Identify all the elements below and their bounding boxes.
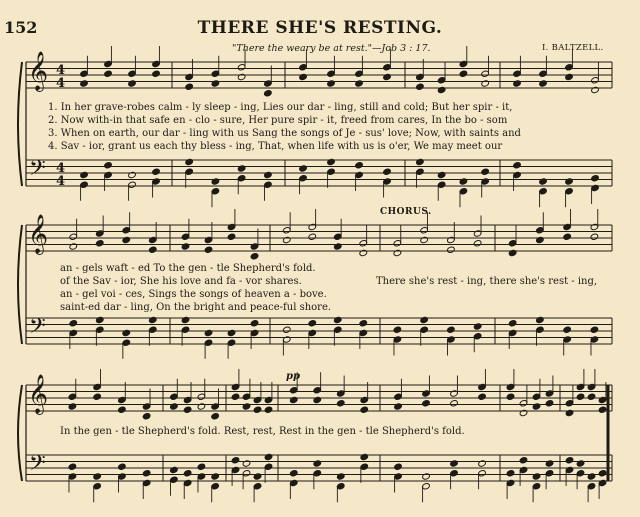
note-head [327,80,336,87]
note-head [447,326,456,333]
note-head [422,400,431,407]
note-head [204,246,213,253]
verse-4-lyric-cont: saint-ed dar - ling, On the bright and peace-ful shore. [60,302,332,313]
note-head [308,233,317,240]
note-head [80,80,89,87]
time-signature-bottom: 4 [56,174,66,189]
note-head [152,70,161,77]
note-head [532,403,541,410]
chorus-lyric: There she's rest - ing, there she's rest - ing, [376,276,598,287]
note-head [576,393,585,400]
note-head [359,249,368,256]
note-head [336,473,345,480]
note-head [128,80,137,87]
note-head [282,236,291,243]
bass-clef: 𝄢 [29,156,46,186]
treble-clef: 𝄞 [28,214,49,254]
note-head [181,243,190,250]
note-head [231,393,240,400]
note-head [565,73,574,80]
note-head [450,460,459,467]
note-head [481,80,490,87]
note-head [393,249,402,256]
note-head [185,83,194,90]
note-head [68,403,77,410]
composer-credit: I. BALTZELL. [542,43,604,53]
note-head [459,178,468,185]
note-head [299,165,308,172]
note-head [563,233,572,240]
note-head [183,470,192,477]
note-head [508,320,517,327]
bass-clef: 𝄢 [29,314,46,344]
note-head [591,86,600,93]
note-head [545,400,554,407]
note-head [459,70,468,77]
note-head [264,90,273,97]
note-head [170,403,179,410]
note-head [142,470,151,477]
bass-clef: 𝄢 [29,451,46,481]
note-head [128,171,137,178]
note-head [420,236,429,243]
note-head [142,413,151,420]
note-head [253,473,262,480]
note-head [69,320,78,327]
note-head [598,470,607,477]
note-head [299,73,308,80]
note-head [104,162,113,169]
note-head [264,453,273,460]
note-head [95,316,104,323]
note-head [437,86,446,93]
verse-3-lyric-cont: an - gel voi - ces, Sings the songs of heaven a - bove. [60,289,327,300]
note-head [289,396,298,403]
note-head [416,158,425,165]
time-signature-top: 4 [56,161,66,176]
note-head [355,80,364,87]
note-head [289,470,298,477]
note-head [185,158,194,165]
system-brace [18,225,22,344]
system-brace [18,385,22,481]
note-head [539,178,548,185]
note-head [181,316,190,323]
note-head [118,463,127,470]
verse-1-lyric-cont: an - gels waft - ed To the gen - tle Shepherd's fold. [60,263,316,274]
note-head [93,473,102,480]
note-head [122,329,131,336]
note-head [250,320,259,327]
verse-2-lyric: 2. Now with-in that safe en - clo - sure, Her pure spir - it, freed from cares, In the bo - som [48,115,508,126]
note-head [211,178,220,185]
verse-1-lyric: 1. In her grave-robes calm - ly sleep - ing, Lies our dar - ling, still and cold; But her spir - it, [48,102,513,113]
note-head [506,393,515,400]
note-head [264,171,273,178]
note-head [148,246,157,253]
note-head [519,409,528,416]
note-head [519,457,528,464]
verse-3-lyric: 3. When on earth, our dar - ling with us Sang the songs of Je - sus' love; Now, with saints and [48,128,521,139]
note-head [420,316,429,323]
note-head [563,326,572,333]
note-head [536,236,545,243]
note-head [532,473,541,480]
note-head [450,400,459,407]
note-head [197,403,206,410]
note-head [253,406,262,413]
note-head [250,253,259,260]
note-head [95,240,104,247]
note-head [104,70,113,77]
note-head [422,473,431,480]
treble-clef: 𝄞 [28,374,49,414]
dynamic-marking: pp [286,371,300,382]
system-brace [18,62,22,186]
hymn-title: THERE SHE'S RESTING. [197,18,443,38]
note-head [508,249,517,256]
note-head [394,463,403,470]
note-head [355,162,364,169]
note-head [587,473,596,480]
note-head [93,393,102,400]
page-number: 152 [4,18,38,37]
note-head [360,453,369,460]
note-head [242,403,251,410]
verse-4-lyric: 4. Sav - ior, grant us each thy bless - ing, That, when life with us is o'er, We may meet our [48,141,503,152]
note-head [591,175,600,182]
note-head [152,168,161,175]
note-head [383,73,392,80]
note-head [227,233,236,240]
note-head [313,396,322,403]
note-head [183,406,192,413]
note-head [565,409,574,416]
note-head [170,466,179,473]
note-head [204,329,213,336]
note-head [545,460,554,467]
note-head [282,326,291,333]
note-head [197,463,206,470]
note-head [231,457,240,464]
note-head [211,80,220,87]
note-head [360,406,369,413]
note-head [565,457,574,464]
note-head [333,316,342,323]
note-head [473,323,482,330]
note-head [68,463,77,470]
note-head [264,406,273,413]
note-head [148,316,157,323]
final-lyric: In the gen - tle Shepherd's fold. Rest, rest, Rest in the gen - tle Shepherd's fold. [60,426,465,437]
note-head [122,236,131,243]
note-head [506,470,515,477]
note-head [333,243,342,250]
note-head [416,83,425,90]
note-head [473,240,482,247]
time-signature-bottom: 4 [56,76,66,91]
note-head [211,473,220,480]
note-head [359,320,368,327]
note-head [118,406,127,413]
note-head [336,400,345,407]
note-head [576,460,585,467]
note-head [590,326,599,333]
note-head [393,326,402,333]
note-head [327,158,336,165]
note-head [69,243,78,250]
note-head [478,393,487,400]
note-head [513,80,522,87]
note-head [481,168,490,175]
note-head [478,460,487,467]
note-head [308,320,317,327]
chorus-label: CHORUS. [380,207,432,217]
note-head [539,80,548,87]
note-head [383,168,392,175]
note-head [394,403,403,410]
note-head [242,460,251,467]
verse-2-lyric-cont: of the Sav - ior, She his love and fa - vor shares. [60,276,302,287]
note-head [565,178,574,185]
note-head [80,171,89,178]
note-head [437,171,446,178]
note-head [447,246,456,253]
note-head [598,406,607,413]
scripture-reference: "There the weary be at rest."—Job 3 : 17. [232,43,431,54]
time-signature-top: 4 [56,63,66,78]
note-head [590,233,599,240]
note-head [211,413,220,420]
note-head [237,165,246,172]
treble-clef: 𝄞 [28,51,49,91]
note-head [227,329,236,336]
note-head [536,316,545,323]
note-head [313,460,322,467]
note-head [513,162,522,169]
note-head [237,73,246,80]
note-head [587,393,596,400]
